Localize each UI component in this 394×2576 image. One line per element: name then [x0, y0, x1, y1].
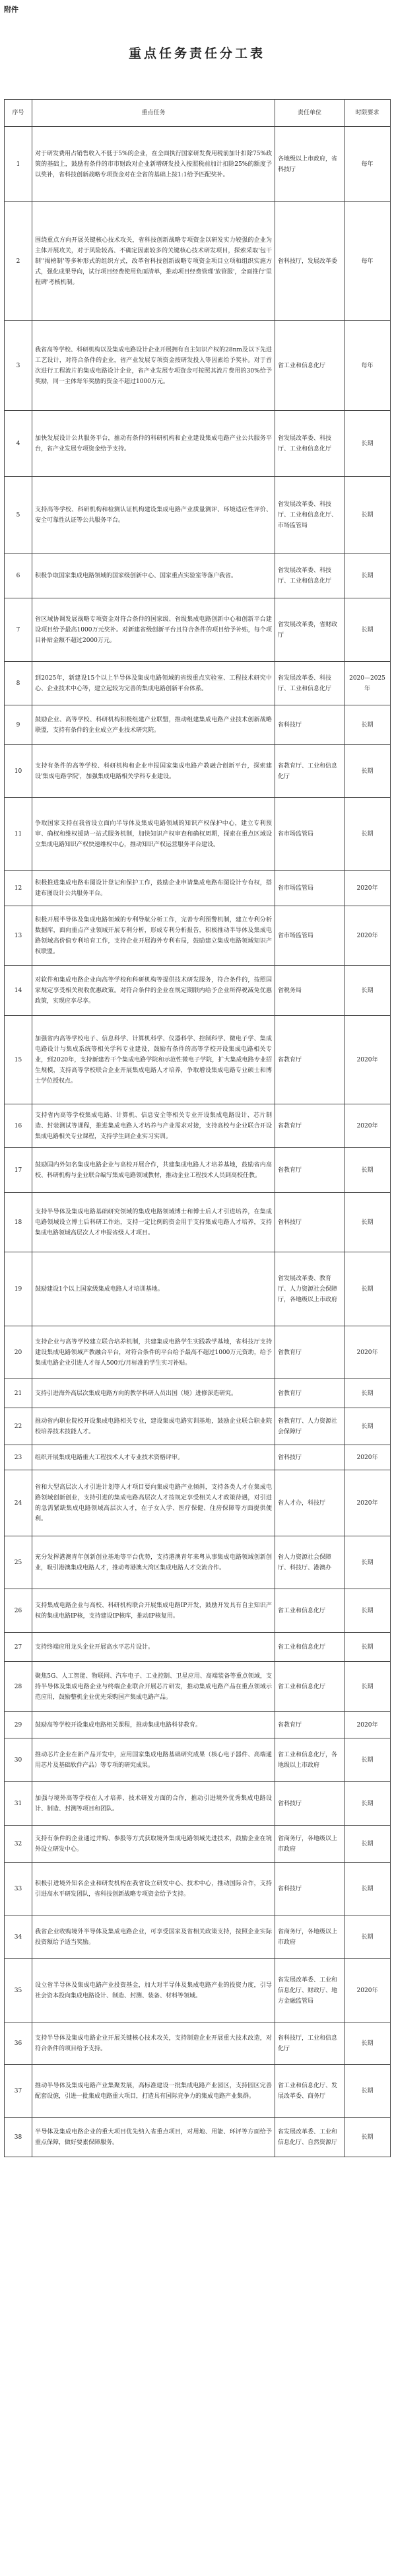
- row-number: 31: [5, 1782, 32, 1826]
- row-number: 35: [5, 1959, 32, 2022]
- row-responsible-unit: 各地级以上市政府，省科技厅: [275, 127, 345, 202]
- row-number: 26: [5, 1589, 32, 1633]
- row-task: 支持终端应用龙头企业开展高水平芯片设计。: [32, 1633, 275, 1662]
- row-time-limit: 2020年: [345, 1959, 391, 2022]
- row-task: 鼓励高等学校开设集成电路相关课程，推动集成电路科普教育。: [32, 1712, 275, 1738]
- row-task: 积极推进集成电路布图设计登记和保护工作，鼓励企业申请集成电路布图设计专有权，搭建布图设计公共服务平台。: [32, 871, 275, 906]
- row-time-limit: 2020年: [345, 1445, 391, 1470]
- table-row: [5, 1408, 391, 1445]
- row-number: 34: [5, 1915, 32, 1959]
- row-task: 设立省半导体及集成电路产业投资基金，加大对半导体及集成电路产业的投资力度，引导社会资本投向集成电路设计、制造、封测、装备、材料等领域。: [32, 1959, 275, 2022]
- row-responsible-unit: 省发展改革委、科技厅、工业和信息化厅: [275, 554, 345, 598]
- row-time-limit: 长期: [345, 1408, 391, 1445]
- row-responsible-unit: 省工业和信息化厅: [275, 321, 345, 411]
- table-row: [5, 966, 391, 1016]
- row-number: 3: [5, 321, 32, 411]
- row-responsible-unit: 省科技厅: [275, 705, 345, 745]
- row-responsible-unit: 省工业和信息化厅: [275, 1633, 345, 1662]
- row-time-limit: 长期: [345, 705, 391, 745]
- row-number: 11: [5, 798, 32, 871]
- table-row: [5, 1536, 391, 1589]
- table-row: [5, 662, 391, 705]
- row-task: 加强与境外高等学校在人才培养、技术研发方面的合作，推动引进境外优秀集成电路设计、制造、封测等项目和团队。: [32, 1782, 275, 1826]
- table-row: [5, 1148, 391, 1193]
- row-time-limit: 2020年: [345, 1470, 391, 1536]
- row-time-limit: 长期: [345, 798, 391, 871]
- row-responsible-unit: 省发展改革委、科技厅、工业和信息化厅: [275, 662, 345, 705]
- row-time-limit: 长期: [345, 1633, 391, 1662]
- row-task: 对于研发费用占销售收入不低于5%的企业，在全面执行国家研发费用税前加计扣除75%政策的基础上，鼓励有条件的市市财政对企业新增研发投入按照税前加计扣除25%的额度予以奖补，省科技创新战略专项资金对在全省的基础上按1:1给予匹配奖补。: [32, 127, 275, 202]
- row-number: 32: [5, 1826, 32, 1863]
- row-time-limit: 长期: [345, 1826, 391, 1863]
- row-number: 22: [5, 1408, 32, 1445]
- table-row: [5, 1589, 391, 1633]
- row-time-limit: 每年: [345, 202, 391, 321]
- row-responsible-unit: 省商务厅，各地级以上市政府: [275, 1826, 345, 1863]
- row-responsible-unit: 省发展改革委、工业和信息化厅、财政厅、地方金融监管局: [275, 1959, 345, 2022]
- row-responsible-unit: 省科技厅: [275, 1193, 345, 1252]
- row-number: 13: [5, 906, 32, 966]
- row-task: 我省高等学校、科研机构以及集成电路设计企业开展拥有自主知识产权的28nm及以下先进工艺设计，对符合条件的企业，省产业发展专项资金按研发投入等因素给予奖补。对于首次进行工程流片的集成电路设计企业，省产业发展专项资金可按照其流片费用的30%给予奖励，同一主体每年奖励的资金不超过1000万元。: [32, 321, 275, 411]
- row-time-limit: 长期: [345, 1915, 391, 1959]
- row-responsible-unit: 省教育厅: [275, 1379, 345, 1408]
- row-number: 37: [5, 2065, 32, 2118]
- row-number: 8: [5, 662, 32, 705]
- row-number: 19: [5, 1252, 32, 1326]
- row-number: 10: [5, 745, 32, 798]
- table-row: [5, 1326, 391, 1379]
- row-responsible-unit: 省教育厅: [275, 1148, 345, 1193]
- table-row: [5, 1379, 391, 1408]
- table-row: [5, 321, 391, 411]
- table-row: [5, 2118, 391, 2157]
- row-responsible-unit: 省商务厅，各地级以上市政府: [275, 1915, 345, 1959]
- table-row: [5, 1826, 391, 1863]
- row-time-limit: 2020年: [345, 906, 391, 966]
- row-time-limit: 长期: [345, 1193, 391, 1252]
- row-number: 2: [5, 202, 32, 321]
- row-task: 积极争取国家集成电路领域的国家级创新中心、国家重点实验室等落户我省。: [32, 554, 275, 598]
- row-time-limit: 长期: [345, 2118, 391, 2157]
- page-title: 重点任务责任分工表: [128, 46, 265, 61]
- row-responsible-unit: 省科技厅: [275, 1445, 345, 1470]
- row-task: 支持有条件的企业通过并购、参股等方式获取境外集成电路领域先进技术，鼓励企业在境外设立研发中心。: [32, 1826, 275, 1863]
- row-time-limit: 长期: [345, 477, 391, 554]
- column-header-time: 时限要求: [345, 100, 391, 127]
- row-task: 支持半导体及集成电路基础研究领域的集成电路领域博士和博士后人才引进培养，在集成电路领域设立博士后科研工作站，支持一定比例的资金用于支持集成电路人才培养，支持集成电路领域高层次人才申报省级人才项目。: [32, 1193, 275, 1252]
- row-number: 16: [5, 1104, 32, 1148]
- row-task: 支持省内高等学校集成电路、计算机、信息安全等相关专业开设集成电路设计、芯片制造、封装测试等课程，推进集成电路人才培养与产业需求对接，支持高校与企业联合开设集成电路相关专业课程，支持学生到企业实习实训。: [32, 1104, 275, 1148]
- row-task: 支持企业与高等学校建立联合培养机制，共建集成电路学生实践教学基地，省科技厅支持建设集成电路领域产教融合平台，对符合条件的平台给予最高不超过1000万元资助，给予集成电路企业引进人才每人500元/月标准的学生实习补贴。: [32, 1326, 275, 1379]
- table-row: [5, 1193, 391, 1252]
- row-task: 组织开展集成电路重大工程技术人才专业技术资格评审。: [32, 1445, 275, 1470]
- table-row: [5, 705, 391, 745]
- row-number: 24: [5, 1470, 32, 1536]
- row-task: 聚焦5G、人工智能、物联网、汽车电子、工业控制、卫星应用、高端装备等重点领域，支持半导体及集成电路企业与终端企业联合开展芯片研发，推动集成电路产品在重点领域示范应用，鼓励整机企业优先采购国产集成电路产品。: [32, 1662, 275, 1712]
- column-header-task: 重点任务: [32, 100, 275, 127]
- row-number: 7: [5, 598, 32, 662]
- column-header-dept: 责任单位: [275, 100, 345, 127]
- row-task: 支持引进海外高层次集成电路方向的教学科研人员出国（境）进修深造研究。: [32, 1379, 275, 1408]
- row-time-limit: 长期: [345, 1379, 391, 1408]
- row-number: 18: [5, 1193, 32, 1252]
- table-row: [5, 1738, 391, 1782]
- row-number: 30: [5, 1738, 32, 1782]
- row-responsible-unit: 省科技厅，发展改革委: [275, 202, 345, 321]
- row-task: 半导体及集成电路企业的重大项目优先纳入省重点项目，对用地、用能、环评等方面给予重点保障，做好要素保障服务。: [32, 2118, 275, 2157]
- row-task: 争取国家支持在我省设立面向半导体及集成电路领域的知识产权保护中心，建立专利预审、确权和维权援助一站式服务机制，加快知识产权审查和确权周期，探索在重点区域设立集成电路知识产权快速维权中心，推动知识产权运营服务平台建设。: [32, 798, 275, 871]
- row-task: 加强省内高等学校电子、信息科学、计算机科学、仪器科学、控制科学、微电子学、集成电路设计与集成系统等相关学科专业建设，鼓励有条件的高等学校开设集成电路相关专业，到2020年，支持新建若干个集成电路学院和示范性微电子学院，扩大集成电路专业招生规模，支持高等学校联合企业开展集成电路人才培养，争取增设集成电路专业硕士和博士学位授权点。: [32, 1016, 275, 1104]
- table-body: [5, 127, 391, 2157]
- row-number: 38: [5, 2118, 32, 2157]
- row-number: 5: [5, 477, 32, 554]
- row-task: 支持集成电路企业与高校、科研机构联合开展集成电路IP开发，鼓励开发具有自主知识产权的集成电路IP核，支持建设IP核库，推动IP核复用。: [32, 1589, 275, 1633]
- row-time-limit: 每年: [345, 127, 391, 202]
- table-row: [5, 1782, 391, 1826]
- table-row: [5, 477, 391, 554]
- table-row: [5, 2065, 391, 2118]
- row-task: 积极引进境外知名企业和研发机构在我省设立研发中心、技术中心，推动国际合作，支持引进高水平研发团队，省科技创新战略专项资金给予支持。: [32, 1863, 275, 1915]
- table-row: [5, 1712, 391, 1738]
- row-time-limit: 长期: [345, 2022, 391, 2065]
- row-task: 支持有条件的高等学校、科研机构和企业申报国家集成电路产教融合创新平台，探索建设'集成电路学院'，加强集成电路相关学科专业建设。: [32, 745, 275, 798]
- row-number: 15: [5, 1016, 32, 1104]
- table-row: [5, 871, 391, 906]
- row-responsible-unit: 省市场监管局: [275, 906, 345, 966]
- row-responsible-unit: 省发展改革委、工业和信息化厅、自然资源厅: [275, 2118, 345, 2157]
- row-time-limit: 2020年: [345, 1712, 391, 1738]
- table-row: [5, 202, 391, 321]
- row-time-limit: 长期: [345, 1738, 391, 1782]
- row-number: 33: [5, 1863, 32, 1915]
- row-time-limit: 长期: [345, 1589, 391, 1633]
- row-time-limit: 长期: [345, 966, 391, 1016]
- table-row: [5, 798, 391, 871]
- table-row: [5, 127, 391, 202]
- row-number: 6: [5, 554, 32, 598]
- row-number: 36: [5, 2022, 32, 2065]
- row-responsible-unit: 省教育厅: [275, 1326, 345, 1379]
- row-task: 支持高等学校、科研机构和检测认证机构建设集成电路产业质量测评、环境适应性评价、安全可靠性认证等公共服务平台。: [32, 477, 275, 554]
- responsibility-table: [4, 99, 391, 2157]
- row-responsible-unit: 省科技厅: [275, 1782, 345, 1826]
- row-time-limit: 长期: [345, 2065, 391, 2118]
- row-responsible-unit: 省教育厅: [275, 1712, 345, 1738]
- row-responsible-unit: 省教育厅: [275, 1104, 345, 1148]
- row-time-limit: 长期: [345, 1536, 391, 1589]
- row-task: 对软件和集成电路企业向高等学校和科研机构等提供技术研发服务，符合条件的，按照国家规定享受相关税收优惠政策。对符合条件的企业在规定期限内给予企业所得税减免优惠政策，实现应享尽享。: [32, 966, 275, 1016]
- row-number: 21: [5, 1379, 32, 1408]
- row-task: 积极开展半导体及集成电路领域的专利导航分析工作，完善专利预警机制，建立专利分析数据库，面向重点产业领域开展专利分析，形成专利分析报告，积极推动半导体及集成电路领域高价值专利培育工作，支持企业开展海外专利布局，鼓励建立集成电路领域知识产权联盟。: [32, 906, 275, 966]
- table-row: [5, 1104, 391, 1148]
- row-task: 支持半导体及集成电路企业开展关键核心技术攻关，支持制造企业开展重大技术改造，对符合条件的项目给予支持。: [32, 2022, 275, 2065]
- row-responsible-unit: 省发展改革委、科技厅、工业和信息化厅: [275, 411, 345, 477]
- row-responsible-unit: 省人力资源社会保障厅、科技厅、港澳办: [275, 1536, 345, 1589]
- row-task: 推动半导体及集成电路产业集聚发展，高标准建设一批集成电路产业园区，支持园区完善配套设施，引进一批集成电路重大项目，打造具有国际竞争力的集成电路产业集群。: [32, 2065, 275, 2118]
- row-time-limit: 2020年: [345, 1326, 391, 1379]
- row-responsible-unit: 省教育厅、人力资源社会保障厅: [275, 1408, 345, 1445]
- table-row: [5, 1633, 391, 1662]
- row-time-limit: 每年: [345, 321, 391, 411]
- row-number: 28: [5, 1662, 32, 1712]
- row-task: 鼓励国内外知名集成电路企业与高校开展合作，共建集成电路人才培养基地，鼓励省内高校、科研机构与企业联合编写集成电路领域教材，推动企业工程技术人员到高校任教。: [32, 1148, 275, 1193]
- row-time-limit: 长期: [345, 411, 391, 477]
- row-task: 鼓励建设1个以上国家级集成电路人才培训基地。: [32, 1252, 275, 1326]
- row-task: 省和大型高层次人才引进计划等人才项目要向集成电路产业倾斜，支持各类人才在集成电路领域创新创业，支持引进的集成电路高层次人才按规定享受相关人才政策待遇，对引进的急需紧缺集成电路领域高层次人才，在子女入学、医疗保健、住房保障等方面提供便利。: [32, 1470, 275, 1536]
- row-time-limit: 长期: [345, 1863, 391, 1915]
- table-row: [5, 1959, 391, 2022]
- row-responsible-unit: 省发展改革委，省财政厅: [275, 598, 345, 662]
- row-task: 围绕重点方向开展关键核心技术攻关，省科技创新战略专项资金以研发实力较强的企业为主体开展攻关，对于风险较高、不确定因素较多的关键核心技术研发项目，探索采取'包干制''揭榜制'等多种形式的组织方式，改革省科技创新战略专项资金项目立项和组织实施方式，强化成果导向，试行项目经费使用负面清单，推动项目经费管理'放管服'，全面推行'里程碑'考核机制。: [32, 202, 275, 321]
- row-time-limit: 2020年: [345, 871, 391, 906]
- row-time-limit: 长期: [345, 598, 391, 662]
- row-number: 27: [5, 1633, 32, 1662]
- row-task: 加快发展设计公共服务平台，推动有条件的科研机构和企业建设集成电路产业公共服务平台，省产业发展专项资金给予支持。: [32, 411, 275, 477]
- row-responsible-unit: 省科技厅，工业和信息化厅: [275, 2022, 345, 2065]
- row-responsible-unit: 省工业和信息化厅: [275, 1589, 345, 1633]
- row-time-limit: 2020年: [345, 1104, 391, 1148]
- row-task: 省区域协调发展战略专项资金对符合条件的国家级、省级集成电路创新中心和创新平台建设项目给予最高1000万元奖补。对新建省级创新平台且符合条件的项目给予补贴，每个项目补贴金额不超过2000万元。: [32, 598, 275, 662]
- row-number: 25: [5, 1536, 32, 1589]
- row-number: 1: [5, 127, 32, 202]
- row-task: 充分发挥港澳青年创新创业基地等平台优势，支持港澳青年来粤从事集成电路领域创新创业，吸引港澳集成电路人才，推动粤港澳大湾区集成电路人才交流合作。: [32, 1536, 275, 1589]
- row-responsible-unit: 省工业和信息化厅、发展改革委、商务厅: [275, 2065, 345, 2118]
- row-number: 23: [5, 1445, 32, 1470]
- row-number: 4: [5, 411, 32, 477]
- column-header-no: 序号: [5, 100, 32, 127]
- row-responsible-unit: 省市场监管局: [275, 798, 345, 871]
- table-row: [5, 906, 391, 966]
- row-responsible-unit: 省教育厅、工业和信息化厅: [275, 745, 345, 798]
- table-row: [5, 598, 391, 662]
- row-time-limit: 长期: [345, 1252, 391, 1326]
- row-time-limit: 长期: [345, 745, 391, 798]
- row-responsible-unit: 省税务局: [275, 966, 345, 1016]
- row-time-limit: 长期: [345, 1662, 391, 1712]
- row-responsible-unit: 省发展改革委、科技厅、工业和信息化厅、市场监管局: [275, 477, 345, 554]
- row-number: 12: [5, 871, 32, 906]
- row-time-limit: 长期: [345, 1148, 391, 1193]
- table-row: [5, 745, 391, 798]
- row-time-limit: 2020年: [345, 1016, 391, 1104]
- row-time-limit: 长期: [345, 554, 391, 598]
- table-row: [5, 1470, 391, 1536]
- table-row: [5, 1863, 391, 1915]
- row-responsible-unit: 省工业和信息化厅，各地级以上市政府: [275, 1738, 345, 1782]
- table-row: [5, 2022, 391, 2065]
- row-number: 20: [5, 1326, 32, 1379]
- row-number: 29: [5, 1712, 32, 1738]
- row-number: 14: [5, 966, 32, 1016]
- table-header-row: [5, 100, 391, 127]
- row-number: 17: [5, 1148, 32, 1193]
- row-responsible-unit: 省科技厅: [275, 1863, 345, 1915]
- table-row: [5, 1662, 391, 1712]
- table-row: [5, 554, 391, 598]
- table-row: [5, 411, 391, 477]
- row-task: 推动芯片企业在新产品开发中，应用国家集成电路基础研究成果（核心电子器件、高端通用芯片及基础软件产品）等专项的研究成果。: [32, 1738, 275, 1782]
- row-task: 到2025年，新建设15个以上半导体及集成电路领域的省级重点实验室、工程技术研究中心、企业技术中心等，建立起较为完善的集成电路创新平台体系。: [32, 662, 275, 705]
- table-row: [5, 1445, 391, 1470]
- table-row: [5, 1252, 391, 1326]
- row-time-limit: 2020—2025年: [345, 662, 391, 705]
- table-row: [5, 1915, 391, 1959]
- row-number: 9: [5, 705, 32, 745]
- row-task: 推动省内职业院校开设集成电路相关专业，建设集成电路实训基地，鼓励企业联合职业院校培养技术技能人才。: [32, 1408, 275, 1445]
- row-responsible-unit: 省人才办，科技厅: [275, 1470, 345, 1536]
- row-responsible-unit: 省教育厅: [275, 1016, 345, 1104]
- appendix-label: 附件: [4, 6, 18, 14]
- row-time-limit: 长期: [345, 1782, 391, 1826]
- row-responsible-unit: 省发展改革委、教育厅、人力资源社会保障厅，各地级以上市政府: [275, 1252, 345, 1326]
- row-responsible-unit: 省工业和信息化厅: [275, 1662, 345, 1712]
- row-task: 鼓励企业、高等学校、科研机构积极组建产业联盟，推动组建集成电路产业技术创新战略联盟，支持有条件的企业成立产业技术研究院。: [32, 705, 275, 745]
- table-row: [5, 1016, 391, 1104]
- row-task: 我省企业收购境外半导体及集成电路企业，可享受国家及省相关政策支持，按照企业实际投资额给予适当奖励。: [32, 1915, 275, 1959]
- row-responsible-unit: 省市场监管局: [275, 871, 345, 906]
